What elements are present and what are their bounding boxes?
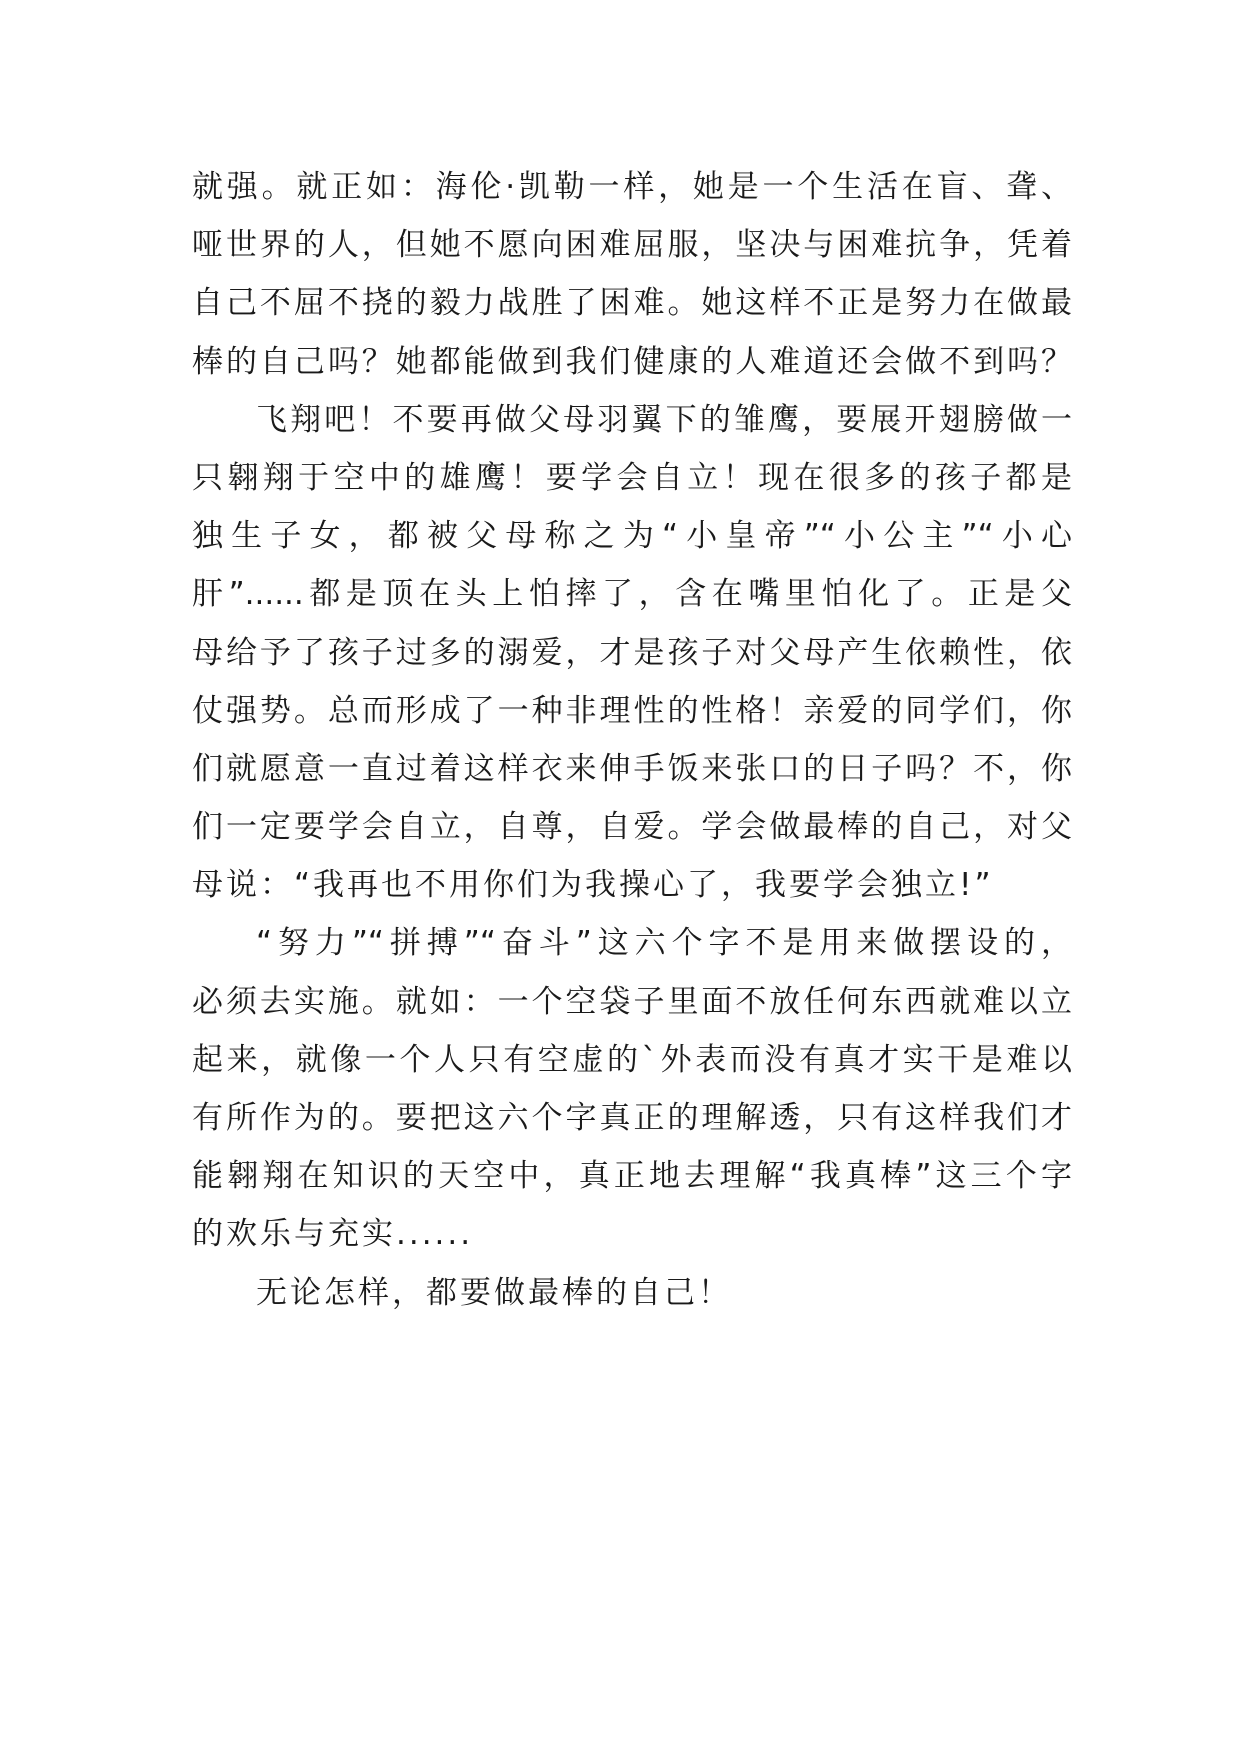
text-line: 哑世界的人，但她不愿向困难屈服，坚决与困难抗争，凭着 xyxy=(192,227,1072,264)
text-line: 母说：“我再也不用你们为我操心了，我要学会独立!” xyxy=(192,867,994,904)
text-line: 独生子女，都被父母称之为“小皇帝”“小公主”“小心 xyxy=(192,518,1072,555)
paragraph-start-line: “努力”“拼搏”“奋斗”这六个字不是用来做摆设的， xyxy=(256,925,1072,962)
closing-line: 无论怎样，都要做最棒的自己！ xyxy=(256,1274,732,1311)
essay-body xyxy=(192,158,1072,1322)
paragraph-start-line: 飞翔吧！不要再做父母羽翼下的雏鹰，要展开翅膀做一 xyxy=(256,401,1072,438)
text-line: 只翱翔于空中的雄鹰！要学会自立！现在很多的孩子都是 xyxy=(192,459,1072,496)
text-line: 们就愿意一直过着这样衣来伸手饭来张口的日子吗？不，你 xyxy=(192,750,1072,787)
text-line: 们一定要学会自立，自尊，自爱。学会做最棒的自己，对父 xyxy=(192,809,1072,846)
text-line: 就强。就正如：海伦·凯勒一样，她是一个生活在盲、聋、 xyxy=(192,169,1072,205)
text-line: 必须去实施。就如：一个空袋子里面不放任何东西就难以立 xyxy=(192,983,1072,1020)
text-line: 的欢乐与充实...... xyxy=(192,1216,474,1253)
text-line: 仗强势。总而形成了一种非理性的性格！亲爱的同学们，你 xyxy=(192,692,1072,729)
text-line: 起来，就像一个人只有空虚的`外表而没有真才实干是难以 xyxy=(192,1041,1072,1078)
text-line: 母给予了孩子过多的溺爱，才是孩子对父母产生依赖性，依 xyxy=(192,634,1072,671)
text-line: 自己不屈不挠的毅力战胜了困难。她这样不正是努力在做最 xyxy=(192,285,1072,322)
text-line: 有所作为的。要把这六个字真正的理解透，只有这样我们才 xyxy=(192,1100,1072,1136)
text-line: 能翱翔在知识的天空中，真正地去理解“我真棒”这三个字 xyxy=(192,1158,1072,1195)
text-line: 肝”......都是顶在头上怕摔了，含在嘴里怕化了。正是父 xyxy=(192,576,1072,613)
text-line: 棒的自己吗？她都能做到我们健康的人难道还会做不到吗？ xyxy=(192,343,1072,380)
